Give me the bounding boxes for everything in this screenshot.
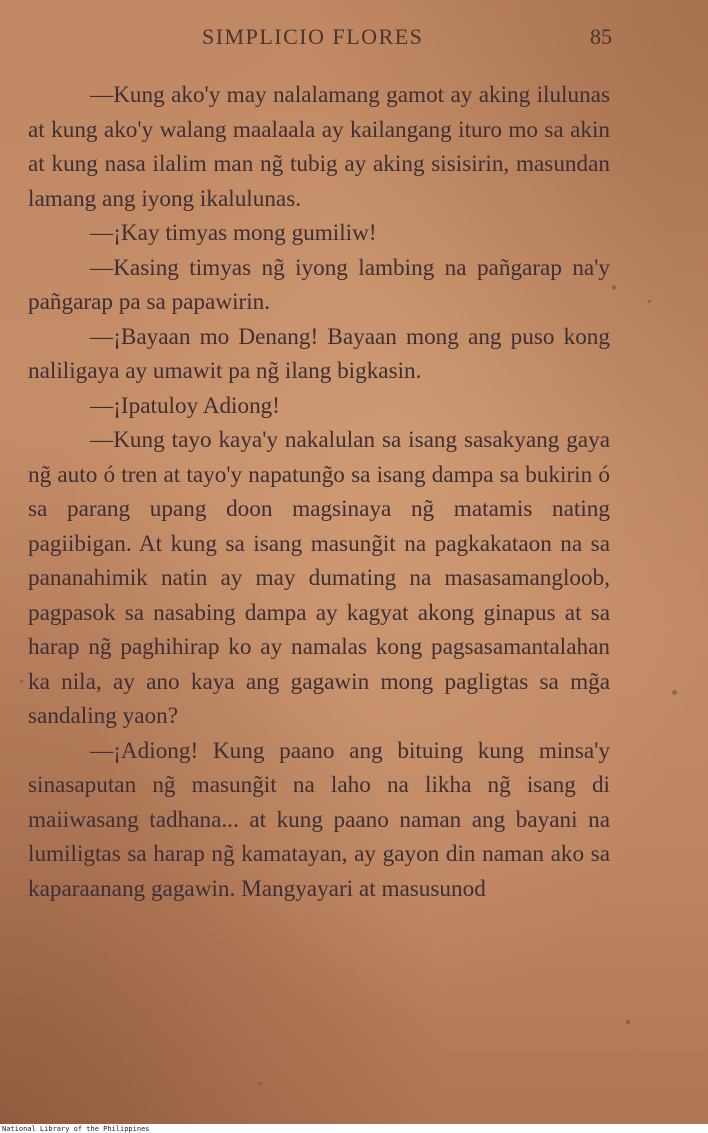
scan-speck [612,285,616,290]
scan-speck [20,680,23,683]
paragraph-3: —Kasing timyas ng̃ iyong lambing na pañgarap na'y pañgarap pa sa papawirin. [28,254,610,315]
page-header [0,24,708,54]
paragraph-5: —¡Ipatuloy Adiong! [90,392,280,419]
paragraph-4: —¡Bayaan mo Denang! Bayaan mong ang puso kong naliligaya ay umawit pa ng̃ ilang bigkasin. [28,323,610,384]
scan-speck [672,690,677,695]
running-title: SIMPLICIO FLORES [202,24,424,49]
paragraph-6: —Kung tayo kaya'y nakalulan sa isang sasakyang gaya ng̃ auto ó tren at tayo'y napatung̃o sa isang dampa sa bukirin ó sa parang upang doon magsinaya ng̃ matamis nating pagiibigan. At kung sa isang masung̃it na pagkakataon na sa pananahimik natin ay may dumating na masasamangloob, pagpasok sa nasabing dampa ay kagyat akong ginapus at sa harap ng̃ paghihirap ko ay namalas kong pagsasamantalahan ka nila, ay ano kaya ang gagawin mong pagligtas sa mg̃a sandaling yaon? [28,427,610,729]
page-number: 85 [590,24,612,49]
scan-speck [258,1082,261,1085]
library-credit: National Library of the Philippines [2,1125,150,1133]
paragraph-1: —Kung ako'y may nalalamang gamot ay aking ilulunas at kung ako'y walang maalaala ay kailangang ituro mo sa akin at kung nasa ilalim man ng̃ tubig ay aking sisisirin, masundan lamang ang iyong ikalulunas. [28,82,610,212]
body-text [28,78,610,906]
scan-speck [648,300,651,303]
scan-speck [626,1020,630,1024]
paragraph-7: —¡Adiong! Kung paano ang bituing kung minsa'y sinasaputan ng̃ masung̃it na laho na likha ng̃ isang di maiiwasang tadhana... at kung paano naman ang bayani na lumiligtas sa harap ng̃ kamatayan, ay gayon din naman ako sa kaparaanang gagawin. Mangyayari at masusunod [28,737,610,902]
paragraph-2: —¡Kay timyas mong gumiliw! [90,220,377,246]
